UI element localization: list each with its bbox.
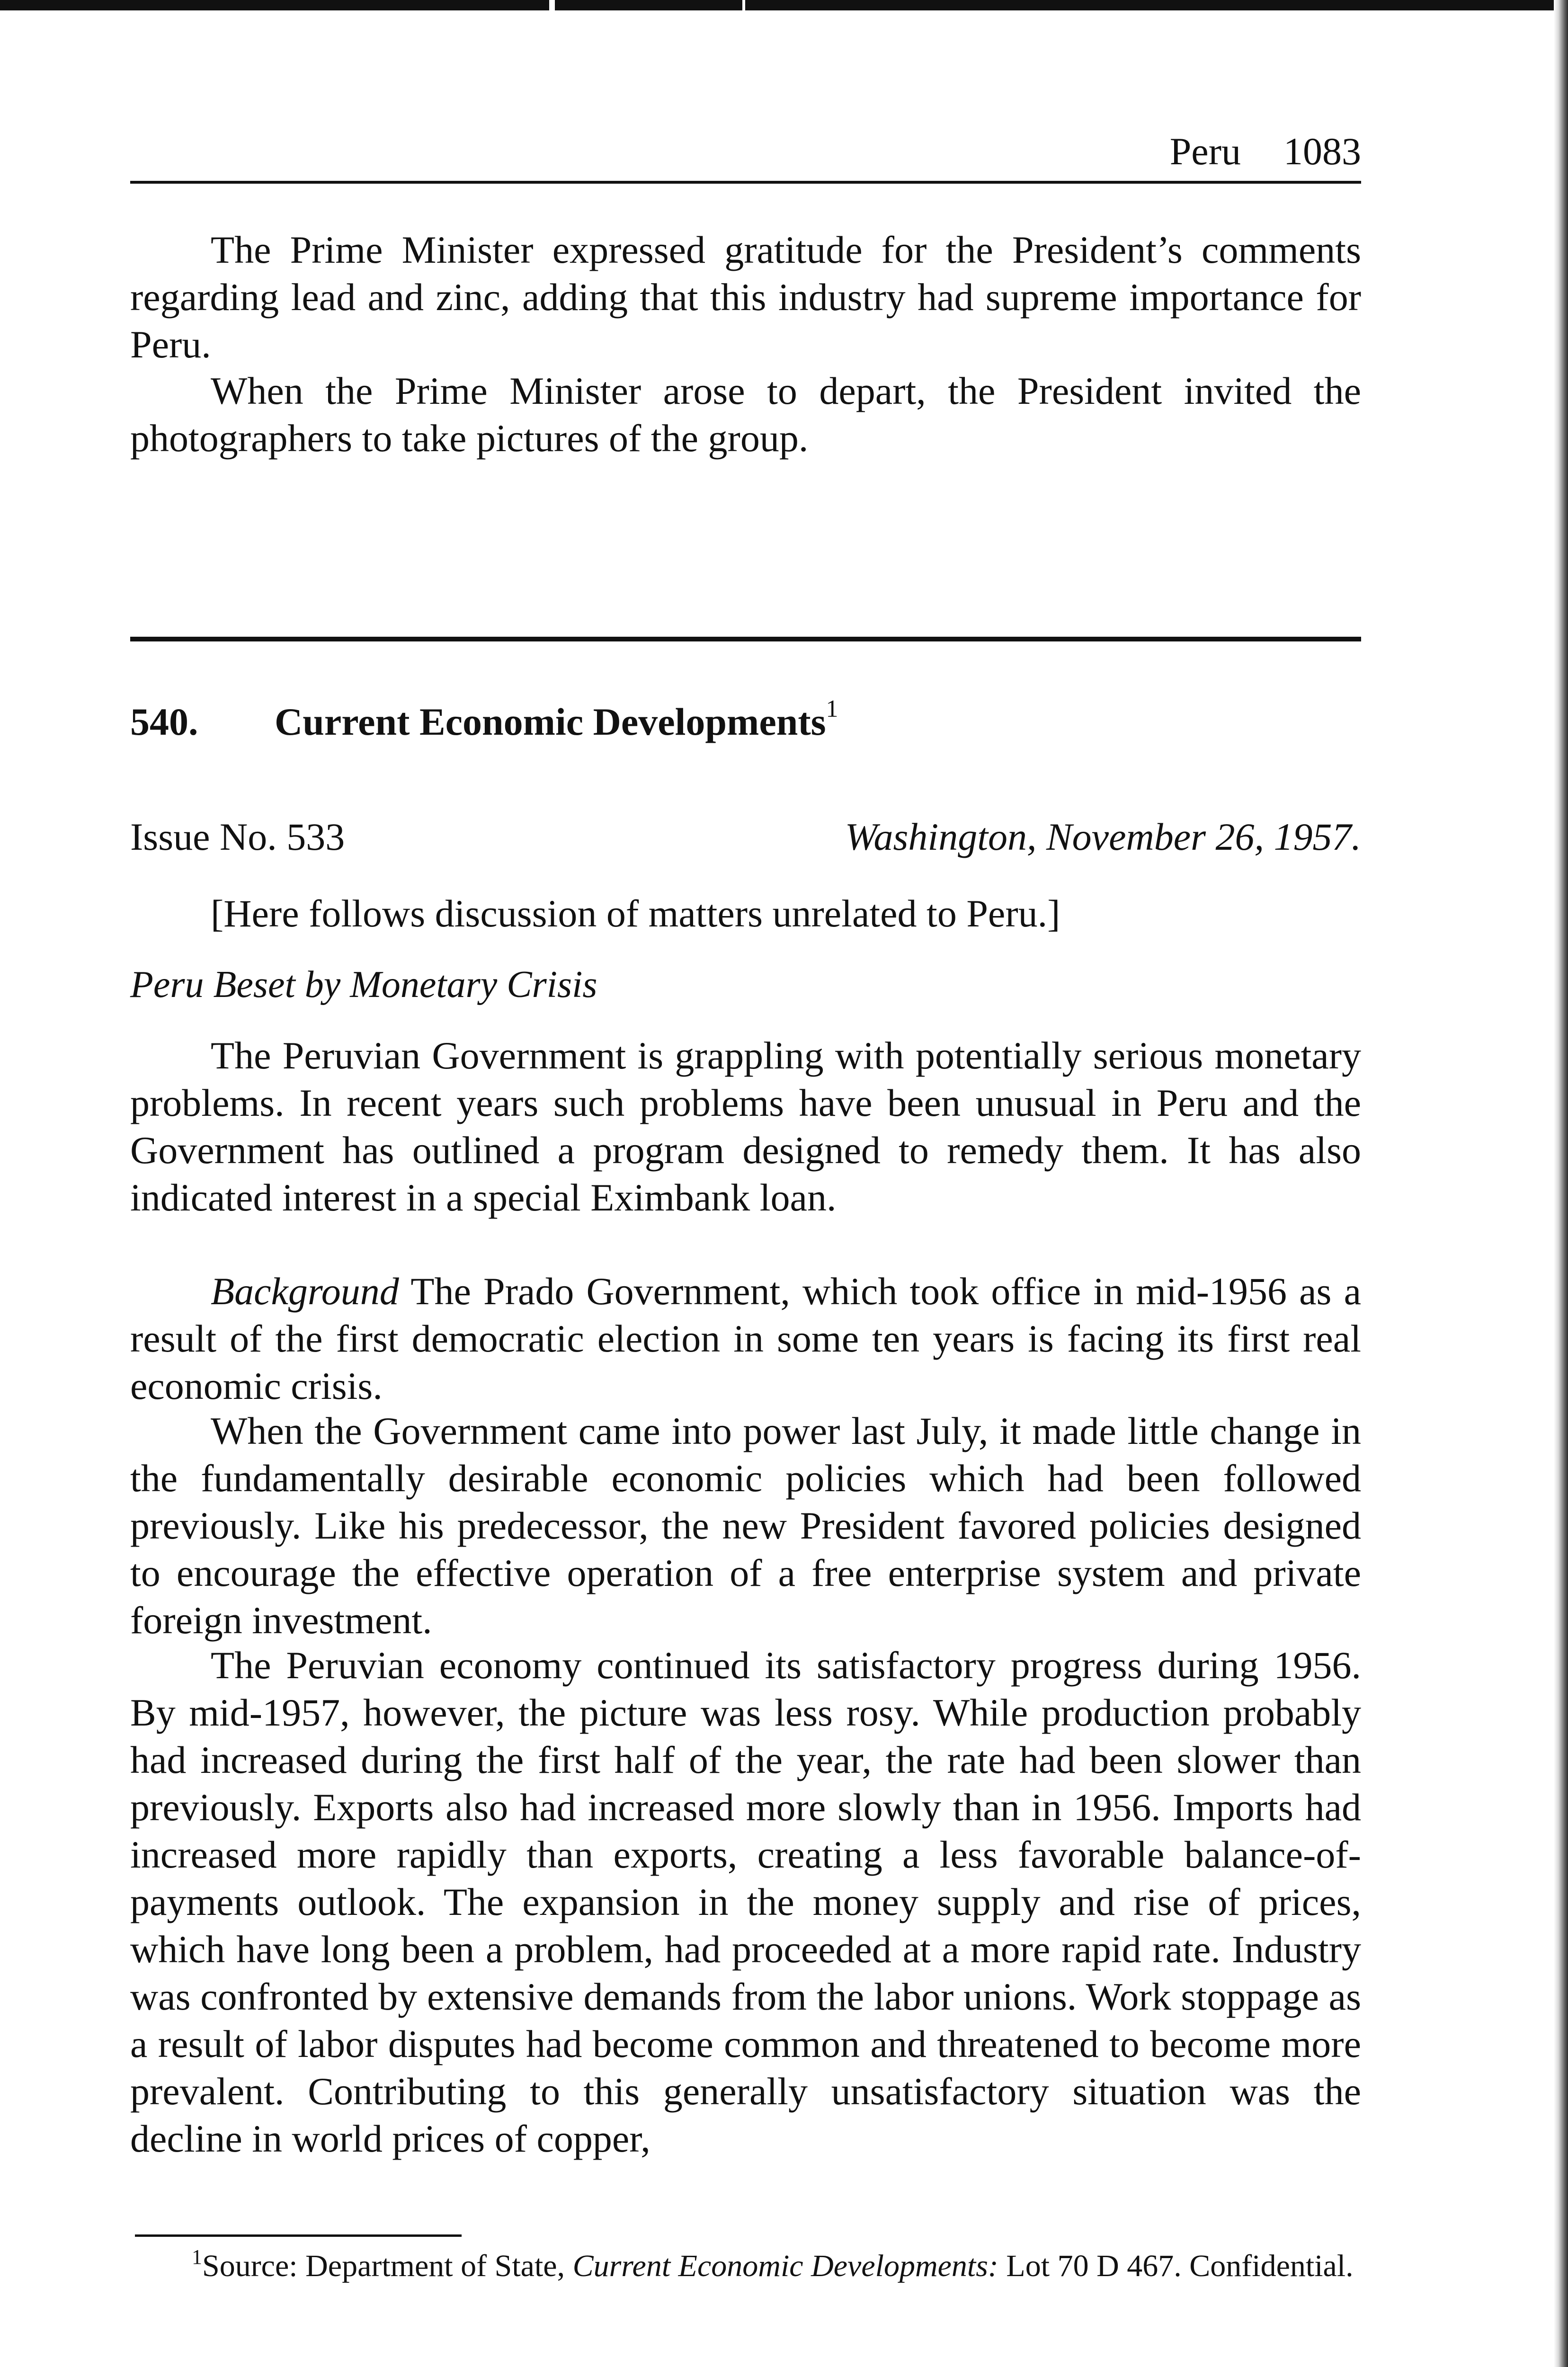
body-paragraph-1: The Peruvian Government is grappling with potentially serious monetary problems. In recent years such problems have been unusual in Peru and the Government has outlined a program designed to remedy them. It has also indicated interest in a special Eximbank loan. (130, 1034, 1361, 1219)
body-paragraph-2 (130, 1268, 1361, 1410)
running-head-title: Peru (1169, 130, 1241, 173)
background-run-in-heading: Background (211, 1270, 399, 1313)
place-date: Washington, November 26, 1957. (845, 815, 1361, 858)
continuation-paragraph-2: When the Prime Minister arose to depart, the President invited the photographers to take pictures of the group. (130, 369, 1361, 460)
page (130, 0, 1361, 2367)
document-heading (130, 696, 1361, 748)
document-number: 540. (130, 700, 198, 743)
footnote-prefix: Source: Department of State, (202, 2249, 565, 2283)
footnote (130, 2246, 1361, 2286)
page-right-edge-shadow (1554, 0, 1568, 2367)
footnote-marker: 1 (192, 2245, 202, 2269)
footnote-source-title: Current Economic Developments: (572, 2249, 998, 2283)
body-paragraph-2-text: The Prado Government, which took office in mid-1956 as a result of the first democratic election in some ten years is facing its first real economic crisis. (130, 1270, 1361, 1407)
editorial-note: [Here follows discussion of matters unrelated to Peru.] (211, 892, 1060, 935)
issue-line (130, 813, 1361, 861)
continuation-paragraph-1: The Prime Minister expressed gratitude for the President’s comments regarding lead and zinc, adding that this industry had supreme importance for Peru. (130, 228, 1361, 366)
section-divider (130, 637, 1361, 641)
footnote-rule (135, 2234, 462, 2237)
body-paragraph-4: The Peruvian economy continued its satisfactory progress during 1956. By mid-1957, however, the picture was less rosy. While production probably had increased during the first half of the year, the rate had been slower than previously. Exports also had increased more slowly than in 1956. Imports had increased more rapidly than exports, creating a less favorable balance-of-payments outlook. The expansion in the money supply and rise of prices, which have long been a problem, had proceeded at a more rapid rate. Industry was confronted by extensive demands from the labor unions. Work stoppage as a result of labor disputes had become common and threatened to become more prevalent. Contributing to this generally unsatisfactory situation was the decline in world prices of copper, (130, 1644, 1361, 2160)
footnote-suffix: Lot 70 D 467. Confidential. (1006, 2249, 1354, 2283)
page-number: 1083 (1283, 130, 1361, 173)
issue-number: Issue No. 533 (130, 815, 345, 858)
footnote-reference: 1 (826, 695, 838, 722)
document-title: Current Economic Developments (275, 700, 826, 743)
body-paragraph-3: When the Government came into power last July, it made little change in the fundamentally desirable economic policies which had been followed previously. Like his predecessor, the new President favored policies designed to encourage the effective operation of a free enterprise system and private foreign investment. (130, 1409, 1361, 1642)
subheading: Peru Beset by Monetary Crisis (130, 964, 597, 1006)
running-head (1170, 128, 1361, 175)
running-head-rule (130, 181, 1361, 184)
